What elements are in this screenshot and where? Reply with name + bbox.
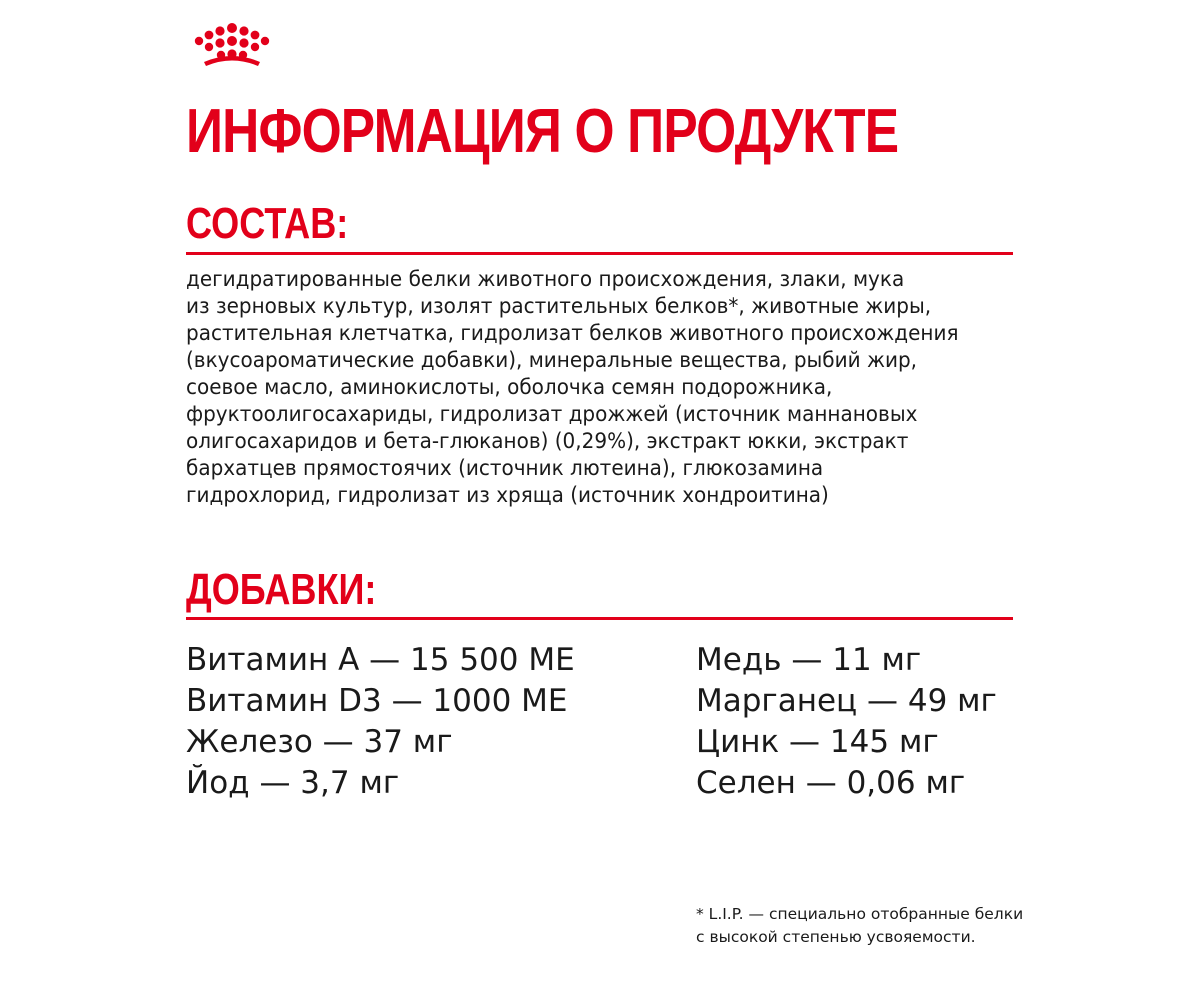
additives-list-left <box>186 640 575 804</box>
composition-line: соевое масло, аминокислоты, оболочка семян подорожника, <box>186 375 833 400</box>
footnote-line: * L.I.P. — специально отобранные белки <box>696 905 1024 923</box>
composition-divider <box>186 252 1013 255</box>
additive-item: Медь — 11 мг <box>696 642 922 678</box>
footnote <box>696 903 1023 949</box>
composition-line: из зерновых культур, изолят растительных белков*, животные жиры, <box>186 294 932 319</box>
page-title: ИНФОРМАЦИЯ О ПРОДУКТЕ <box>186 97 899 166</box>
additive-item: Витамин D3 — 1000 МЕ <box>186 683 568 719</box>
additive-item: Витамин А — 15 500 МЕ <box>186 642 575 678</box>
additives-list-right <box>696 640 997 804</box>
additive-item: Цинк — 145 мг <box>696 724 939 760</box>
composition-line: бархатцев прямостоячих (источник лютеина), глюкозамина <box>186 456 824 481</box>
additives-divider <box>186 617 1013 620</box>
additive-item: Марганец — 49 мг <box>696 683 997 719</box>
royal-crown-icon <box>190 22 274 70</box>
footnote-line: с высокой степенью усвояемости. <box>696 928 976 946</box>
composition-text <box>186 266 1026 509</box>
composition-line: растительная клетчатка, гидролизат белков животного происхождения <box>186 321 959 346</box>
additive-item: Селен — 0,06 мг <box>696 765 966 801</box>
composition-line: дегидратированные белки животного происхождения, злаки, мука <box>186 267 905 292</box>
composition-line: олигосахаридов и бета-глюканов) (0,29%), экстракт юкки, экстракт <box>186 429 909 454</box>
additives-heading: ДОБАВКИ: <box>186 565 377 614</box>
composition-heading: СОСТАВ: <box>186 199 349 248</box>
composition-line: фруктоолигосахариды, гидролизат дрожжей (источник маннановых <box>186 402 918 427</box>
additive-item: Йод — 3,7 мг <box>186 765 400 801</box>
composition-line: гидрохлорид, гидролизат из хряща (источник хондроитина) <box>186 483 829 508</box>
additive-item: Железо — 37 мг <box>186 724 453 760</box>
composition-line: (вкусоароматические добавки), минеральные вещества, рыбий жир, <box>186 348 918 373</box>
